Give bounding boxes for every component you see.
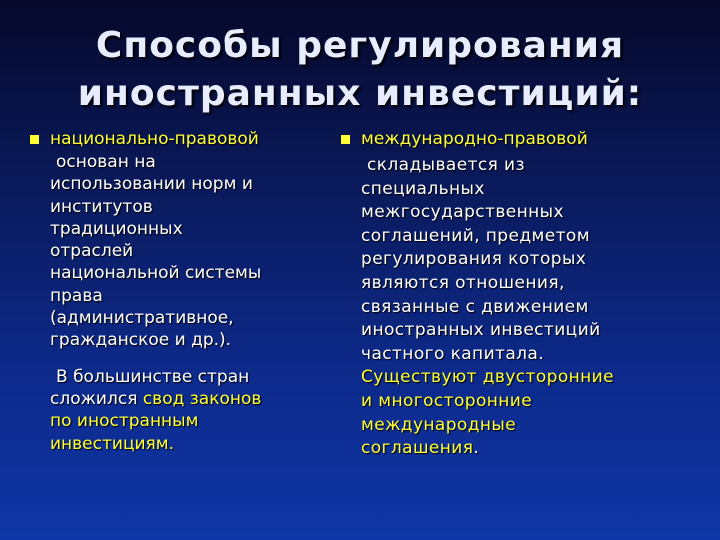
left-bullet [30,128,335,150]
left-line: гражданское и др.). [50,330,232,351]
right-bullet [341,128,691,150]
right-line: складывается из [367,155,525,175]
slide-title [0,22,720,118]
right-line: связанные с движением [361,296,589,317]
paragraph-gap [50,352,335,366]
left-line: традиционных [50,218,183,239]
left-p2-line [50,388,335,410]
left-p2-yellow: свод законов [142,388,262,409]
left-line: отраслей [50,241,134,262]
right-line: являются отношения, [361,272,565,293]
left-column [30,128,335,455]
left-line: институтов [50,196,153,217]
right-line: соглашений, предметом [361,225,590,246]
left-line: национальной системы [50,263,262,284]
left-heading: национально-правовой [50,129,259,149]
left-line: (административное, [50,308,234,329]
right-yellow-line: Существуют двусторонние [361,367,614,388]
left-p2-line: инвестициям. [50,433,175,454]
left-line: права [50,285,103,306]
right-column [341,128,691,461]
right-line: регулирования которых [361,249,587,270]
title-line-1: Способы регулирования [95,25,625,66]
right-line: иностранных инвестиций [361,320,601,341]
left-line: основан на [56,152,156,172]
bullet-square-icon [341,135,350,144]
left-p2-line: по иностранным [50,411,199,432]
right-last-line [361,437,691,461]
right-last-yellow: соглашения [361,438,474,459]
right-body [361,154,691,461]
left-p2-line: В большинстве стран [56,366,250,387]
right-line: межгосударственных [361,202,564,223]
left-body [50,151,335,455]
right-yellow-line: международные [361,414,517,435]
title-line-2: иностранных инвестиций: [77,73,643,114]
bullet-square-icon [30,135,39,144]
right-line: частного капитала. [361,343,545,364]
left-p2-white: сложился [50,388,143,409]
right-yellow-line: и многосторонние [361,390,533,411]
right-line: специальных [361,178,485,199]
left-line: использовании норм и [50,174,253,195]
right-last-white: . [473,438,480,459]
right-heading: международно-правовой [361,129,588,149]
